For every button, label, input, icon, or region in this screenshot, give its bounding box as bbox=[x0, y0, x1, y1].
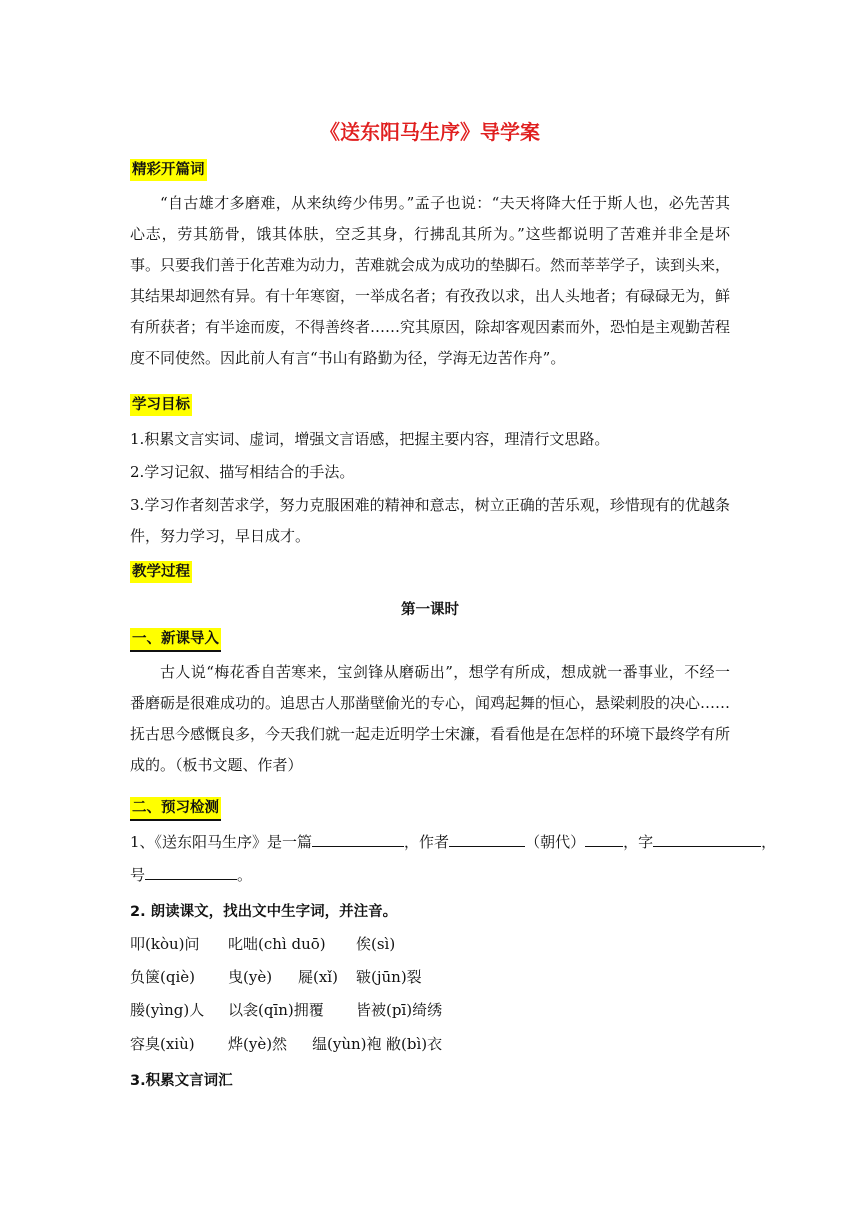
vocab-row-4 bbox=[130, 1033, 442, 1054]
vocab-item: 缊(yùn)袍 bbox=[312, 1035, 382, 1053]
goal-item-1: 1.积累文言实词、虚词，增强文言语感，把握主要内容，理清行文思路。 bbox=[130, 430, 610, 448]
q1-text-a: 1、《送东阳马生序》是一篇 bbox=[130, 833, 313, 851]
vocab-item: 皲(jūn)裂 bbox=[356, 968, 422, 986]
q1-text-e: ， bbox=[761, 833, 777, 851]
section-heading-goals: 学习目标 bbox=[130, 394, 192, 416]
section-heading-opening: 精彩开篇词 bbox=[130, 159, 207, 181]
answer-blank-genre[interactable] bbox=[312, 832, 404, 847]
answer-blank-author[interactable] bbox=[449, 832, 525, 847]
opening-paragraph: “自古雄才多磨难，从来纨绔少伟男。”孟子也说：“夫天将降大任于斯人也，必先苦其心志，劳其筋骨，饿其体肤，空乏其身，行拂乱其所为。”这些都说明了苦难并非全是坏事。只要我们善于化苦难为动力，苦难就会成为成功的垫脚石。然而莘莘学子，读到头来，其结果却迥然有异。有十年寒窗，一举成名者；有孜孜以求，出人头地者；有碌碌无为，鲜有所获者；有半途而废，不得善终者……究其原因，除却客观因素而外，恐怕是主观勤苦程度不同使然。因此前人有言“书山有路勤为径，学海无边苦作舟”。 bbox=[130, 194, 731, 367]
vocab-item: 屣(xǐ) bbox=[298, 968, 338, 986]
vocab-row-2 bbox=[130, 966, 422, 987]
vocab-item: 媵(yìng)人 bbox=[130, 1001, 205, 1019]
q1-text-b: ，作者 bbox=[404, 833, 450, 851]
q1-text-c: （朝代） bbox=[525, 833, 586, 851]
vocab-item: 叱咄(chì duō) bbox=[228, 935, 326, 953]
preview-question-2: 2. 朗读课文，找出文中生字词，并注音。 bbox=[130, 904, 398, 920]
vocab-item: 俟(sì) bbox=[356, 935, 396, 953]
vocab-item: 以衾(qīn)拥覆 bbox=[228, 1001, 324, 1019]
section-heading-process: 教学过程 bbox=[130, 561, 192, 583]
vocab-item: 皆被(pī)绮绣 bbox=[356, 1001, 443, 1019]
vocab-item: 烨(yè)然 bbox=[228, 1035, 288, 1053]
preview-question-3: 3.积累文言词汇 bbox=[130, 1073, 233, 1089]
preview-question-1-line-1 bbox=[130, 832, 776, 852]
goal-item-3: 3.学习作者刻苦求学，努力克服困难的精神和意志，树立正确的苦乐观，珍惜现有的优越条件，努力学习，早日成才。 bbox=[130, 496, 730, 545]
vocab-item: 容臭(xiù) bbox=[130, 1035, 195, 1053]
intro-paragraph: 古人说“梅花香自苦寒来，宝剑锋从磨砺出”，想学有所成，想成就一番事业，不经一番磨砺是很难成功的。追思古人那凿壁偷光的专心，闻鸡起舞的恒心，悬梁刺股的决心……抚古思今感慨良多，今天我们就一起走近明学士宋濂，看看他是在怎样的环境下最终学有所成的。（板书文题、作者） bbox=[130, 663, 731, 774]
answer-blank-pen-name[interactable] bbox=[145, 865, 237, 880]
section-heading-preview: 二、预习检测 bbox=[130, 797, 221, 821]
answer-blank-courtesy-name[interactable] bbox=[653, 832, 761, 847]
preview-question-1-line-2 bbox=[130, 865, 252, 885]
goal-item-2: 2.学习记叙、描写相结合的手法。 bbox=[130, 463, 355, 481]
vocab-row-3 bbox=[130, 999, 442, 1020]
q1-text-d: ，字 bbox=[623, 833, 654, 851]
vocab-item: 敝(bì)衣 bbox=[386, 1035, 443, 1053]
section-heading-intro: 一、新课导入 bbox=[130, 628, 221, 652]
q1-text-f: 号 bbox=[130, 866, 146, 884]
vocab-item: 负箧(qiè) bbox=[130, 968, 195, 986]
vocab-item: 叩(kòu)问 bbox=[130, 935, 200, 953]
q1-text-g: 。 bbox=[237, 866, 253, 884]
vocab-row-1 bbox=[130, 933, 395, 954]
document-title: 《送东阳马生序》导学案 bbox=[320, 120, 540, 144]
vocab-item: 曳(yè) bbox=[228, 968, 273, 986]
lesson-heading: 第一课时 bbox=[401, 602, 459, 618]
answer-blank-dynasty[interactable] bbox=[585, 832, 623, 847]
